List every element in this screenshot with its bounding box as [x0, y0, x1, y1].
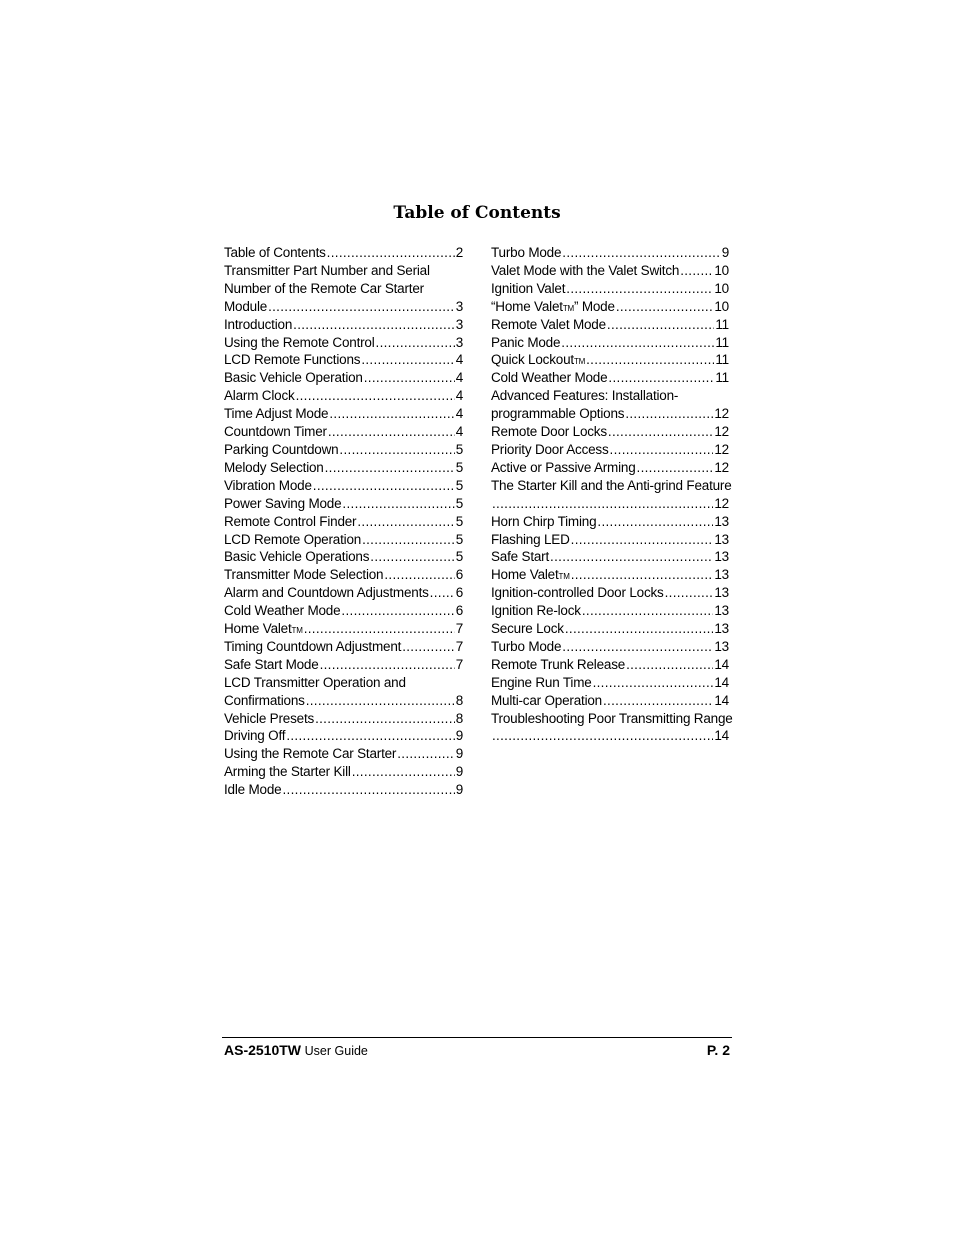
dot-leader — [608, 369, 714, 387]
toc-entry-line: Quick Lockout TM ..... 11 — [491, 351, 729, 369]
toc-entry-line — [491, 280, 729, 298]
toc-entry-text: Alarm Clock — [224, 388, 295, 404]
toc-entry-text: Secure Lock — [491, 621, 564, 637]
toc-entry-text: Flashing LED — [491, 531, 570, 547]
toc-entry-text: Transmitter Part Number and Serial — [224, 262, 430, 278]
toc-entry-text: Cold Weather Mode — [224, 603, 341, 619]
toc-entry[interactable] — [224, 459, 463, 477]
toc-entry[interactable] — [491, 602, 729, 620]
dot-leader — [352, 763, 455, 781]
toc-entry-line — [224, 727, 463, 745]
dot-leader — [320, 656, 455, 674]
toc-entry-line — [491, 584, 729, 602]
dot-leader — [616, 298, 714, 316]
toc-entry-line: Home Valet TM ..... 7 — [224, 620, 463, 638]
toc-entry-line — [224, 513, 463, 531]
toc-entry-text: LCD Transmitter Operation and — [224, 674, 406, 690]
toc-left-column — [224, 244, 463, 799]
dot-leader — [384, 566, 454, 584]
toc-entry-text: Cold Weather Mode — [491, 370, 608, 386]
toc-entry[interactable] — [224, 531, 463, 549]
toc-page-number: 11 — [715, 316, 729, 332]
toc-page-number: 10 — [714, 298, 729, 314]
toc-entry[interactable] — [491, 548, 729, 566]
toc-entry-suffix: ” Mode — [573, 298, 615, 314]
toc-page-number: 11 — [715, 352, 729, 368]
toc-entry-line — [224, 459, 463, 477]
toc-entry[interactable] — [491, 656, 729, 674]
toc-page-number: 12 — [714, 406, 729, 422]
toc-page-number: 5 — [455, 549, 463, 565]
dot-leader — [607, 316, 714, 334]
toc-entry-text: Basic Vehicle Operations — [224, 549, 370, 565]
toc-page-number: 13 — [714, 603, 729, 619]
footer-guide: User Guide — [304, 1044, 368, 1058]
toc-entry-line — [491, 495, 729, 513]
toc-entry-line — [491, 244, 729, 262]
toc-entry[interactable] — [491, 566, 729, 584]
toc-entry-line — [224, 405, 463, 423]
toc-entry-line — [491, 710, 733, 728]
dot-leader — [361, 351, 454, 369]
toc-entry-text: programmable Options — [491, 406, 625, 422]
toc-entry-text: Alarm and Countdown Adjustments — [224, 585, 429, 601]
toc-entry-text: Troubleshooting Poor Transmitting Range — [491, 710, 733, 726]
toc-entry-line — [224, 566, 463, 584]
toc-page-number: 9 — [455, 782, 463, 798]
toc-entry[interactable] — [224, 620, 463, 638]
toc-entry-line — [491, 369, 729, 387]
dot-leader — [550, 548, 713, 566]
dot-leader — [293, 316, 455, 334]
toc-entry-text: Idle Mode — [224, 782, 282, 798]
dot-leader — [586, 351, 714, 369]
toc-entry-line: Home Valet TM ..... 13 — [491, 566, 729, 584]
footer-model: AS-2510TW — [224, 1042, 302, 1058]
toc-entry-line — [224, 495, 463, 513]
toc-entry[interactable] — [491, 369, 729, 387]
dot-leader — [327, 244, 455, 262]
toc-entry-line — [491, 531, 729, 549]
toc-entry[interactable] — [491, 441, 729, 459]
dot-leader — [603, 692, 713, 710]
toc-entry-line — [224, 745, 463, 763]
toc-entry-text: Multi-car Operation — [491, 692, 602, 708]
dot-leader — [492, 727, 713, 745]
dot-leader — [325, 459, 455, 477]
toc-entry[interactable] — [491, 531, 729, 549]
toc-entry-line — [491, 477, 732, 495]
toc-page-number: 13 — [714, 531, 729, 547]
toc-entry-line — [491, 674, 729, 692]
toc-entry-line — [491, 620, 729, 638]
toc-entry-line — [491, 638, 729, 656]
toc-page-number: 6 — [455, 603, 463, 619]
toc-right-column — [491, 244, 733, 745]
toc-page-number: 6 — [455, 567, 463, 583]
toc-entry-text: Engine Run Time — [491, 674, 592, 690]
toc-page-number: 8 — [455, 692, 463, 708]
dot-leader — [597, 513, 713, 531]
toc-entry-text: Home Valet — [491, 567, 559, 583]
toc-page-number: 13 — [714, 621, 729, 637]
dot-leader — [608, 423, 713, 441]
dot-leader — [430, 584, 455, 602]
toc-entry-line — [224, 298, 463, 316]
toc-entry[interactable] — [491, 298, 729, 316]
toc-entry[interactable] — [224, 262, 463, 316]
dot-leader — [397, 745, 454, 763]
toc-entry-text: “Home Valet — [491, 298, 563, 314]
toc-entry[interactable] — [224, 477, 463, 495]
toc-entry-line: “Home Valet TM ” Mode ..... 10 — [491, 298, 729, 316]
toc-entry-text: Basic Vehicle Operation — [224, 370, 363, 386]
toc-page-number: 7 — [455, 656, 463, 672]
toc-entry[interactable] — [224, 638, 463, 656]
toc-entry-text: Vehicle Presets — [224, 710, 315, 726]
toc-entry-text: Introduction — [224, 316, 293, 332]
toc-page-number: 12 — [714, 424, 729, 440]
toc-entry[interactable] — [224, 244, 463, 262]
toc-entry-line — [491, 513, 729, 531]
toc-entry[interactable] — [491, 334, 729, 352]
toc-entry[interactable] — [491, 387, 729, 423]
toc-entry-line — [224, 531, 463, 549]
toc-page-number: 13 — [714, 549, 729, 565]
page-title: Table of Contents — [393, 203, 561, 223]
toc-entry-line — [491, 441, 729, 459]
toc-entry-text: Melody Selection — [224, 459, 324, 475]
toc-entry-text: Home Valet — [224, 621, 292, 637]
toc-entry-text: Turbo Mode — [491, 638, 562, 654]
toc-entry[interactable] — [491, 459, 729, 477]
toc-page-number: 7 — [455, 621, 463, 637]
toc-entry-text: Ignition Re-lock — [491, 603, 581, 619]
dot-leader — [364, 369, 455, 387]
toc-entry[interactable] — [491, 262, 729, 280]
toc-entry-text: Number of the Remote Car Starter — [224, 280, 424, 296]
dot-leader — [370, 548, 454, 566]
toc-entry-text: LCD Remote Operation — [224, 531, 362, 547]
toc-entry-line — [224, 280, 463, 298]
toc-page-number: 5 — [455, 513, 463, 529]
toc-entry-text: Driving Off — [224, 728, 286, 744]
toc-entry[interactable] — [224, 745, 463, 763]
toc-entry-text: Remote Trunk Release — [491, 656, 626, 672]
toc-page-number: 9 — [721, 245, 729, 260]
toc-page-number: 5 — [455, 495, 463, 511]
toc-entry-text: Confirmations — [224, 692, 305, 708]
page-footer — [224, 1042, 730, 1058]
toc-entry-line — [224, 548, 463, 566]
toc-entry-line — [491, 387, 729, 405]
toc-entry[interactable] — [224, 513, 463, 531]
toc-entry-text: Timing Countdown Adjustment — [224, 638, 402, 654]
toc-entry[interactable] — [491, 710, 733, 746]
toc-entry[interactable] — [491, 692, 729, 710]
dot-leader — [582, 602, 714, 620]
toc-entry[interactable] — [491, 674, 729, 692]
toc-page-number: 3 — [455, 298, 463, 314]
toc-page-number: 8 — [455, 710, 463, 726]
dot-leader — [342, 495, 454, 513]
toc-entry[interactable] — [224, 423, 463, 441]
toc-entry-text: Transmitter Mode Selection — [224, 567, 384, 583]
toc-entry-line — [491, 602, 729, 620]
toc-entry-text: Arming the Starter Kill — [224, 764, 351, 780]
toc-entry-line — [491, 405, 729, 423]
footer-divider — [222, 1037, 732, 1038]
dot-leader — [268, 298, 455, 316]
toc-entry-text: Horn Chirp Timing — [491, 513, 597, 529]
dot-leader — [626, 656, 713, 674]
toc-page-number: 2 — [455, 245, 463, 260]
toc-page-number: 14 — [714, 674, 729, 690]
toc-entry[interactable] — [491, 316, 729, 334]
toc-entry-text: Turbo Mode — [491, 245, 562, 260]
toc-entry-line — [224, 387, 463, 405]
dot-leader — [341, 602, 454, 620]
toc-entry-text: Using the Remote Car Starter — [224, 746, 397, 762]
toc-entry-text: Table of Contents — [224, 245, 326, 260]
toc-entry-text: Power Saving Mode — [224, 495, 342, 511]
dot-leader — [571, 531, 714, 549]
toc-entry-line — [224, 262, 463, 280]
toc-page-number: 10 — [714, 280, 729, 296]
dot-leader — [665, 584, 714, 602]
dot-leader — [286, 727, 454, 745]
toc-entry-text: Remote Valet Mode — [491, 316, 606, 332]
toc-entry-line — [224, 710, 463, 728]
toc-entry-text: Time Adjust Mode — [224, 406, 329, 422]
dot-leader — [561, 334, 714, 352]
toc-entry-line — [224, 351, 463, 369]
dot-leader — [328, 423, 455, 441]
dot-leader — [565, 620, 714, 638]
toc-entry-text: Active or Passive Arming — [491, 459, 636, 475]
toc-entry-text: Using the Remote Control — [224, 334, 375, 350]
toc-entry-text: Module — [224, 298, 268, 314]
toc-entry-line — [224, 763, 463, 781]
toc-entry[interactable] — [224, 584, 463, 602]
toc-page-number: 12 — [714, 495, 729, 511]
toc-entry[interactable] — [224, 495, 463, 513]
dot-leader — [562, 244, 720, 262]
toc-entry[interactable] — [491, 638, 729, 656]
toc-page-number: 5 — [455, 477, 463, 493]
toc-entry[interactable] — [224, 548, 463, 566]
toc-entry-line — [491, 656, 729, 674]
toc-page-number: 12 — [714, 441, 729, 457]
dot-leader — [566, 280, 713, 298]
dot-leader — [637, 459, 714, 477]
toc-page-number: 5 — [455, 459, 463, 475]
toc-page-number: 11 — [715, 370, 729, 386]
toc-entry-text: Quick Lockout — [491, 352, 574, 368]
toc-entry[interactable] — [491, 423, 729, 441]
toc-entry[interactable] — [491, 584, 729, 602]
toc-page-number: 4 — [455, 352, 463, 368]
toc-entry-line — [491, 316, 729, 334]
toc-page-number: 5 — [455, 441, 463, 457]
toc-entry-line — [224, 369, 463, 387]
toc-entry-line — [224, 656, 463, 674]
toc-page-number: 9 — [455, 728, 463, 744]
dot-leader — [357, 513, 454, 531]
toc-entry[interactable] — [224, 441, 463, 459]
dot-leader — [283, 781, 455, 799]
dot-leader — [610, 441, 714, 459]
dot-leader — [571, 566, 714, 584]
toc-page-number: 6 — [455, 585, 463, 601]
dot-leader — [562, 638, 713, 656]
toc-page-number: 9 — [455, 746, 463, 762]
toc-entry-line — [224, 244, 463, 262]
toc-entry[interactable] — [224, 405, 463, 423]
dot-leader — [402, 638, 454, 656]
toc-entry-text: Parking Countdown — [224, 441, 339, 457]
toc-entry[interactable] — [224, 710, 463, 728]
toc-page-number: 13 — [714, 567, 729, 583]
toc-entry-text: LCD Remote Functions — [224, 352, 361, 368]
toc-page-number: 7 — [455, 638, 463, 654]
toc-entry[interactable] — [491, 620, 729, 638]
dot-leader — [313, 477, 455, 495]
toc-entry[interactable] — [224, 674, 463, 710]
toc-entry-line — [491, 423, 729, 441]
toc-entry-line — [224, 334, 463, 352]
toc-entry[interactable] — [224, 656, 463, 674]
toc-entry-line — [491, 334, 729, 352]
toc-entry-text: Remote Control Finder — [224, 513, 357, 529]
toc-page-number: 12 — [714, 459, 729, 475]
toc-page-number: 13 — [714, 638, 729, 654]
toc-entry-text: Valet Mode with the Valet Switch — [491, 262, 680, 278]
toc-page-number: 4 — [455, 406, 463, 422]
toc-entry-line — [224, 781, 463, 799]
toc-entry-line — [491, 548, 729, 566]
toc-entry-line — [491, 727, 729, 745]
toc-page-number: 4 — [455, 424, 463, 440]
toc-page-number: 14 — [714, 692, 729, 708]
toc-entry[interactable] — [224, 351, 463, 369]
toc-entry-text: Ignition-controlled Door Locks — [491, 585, 664, 601]
toc-entry[interactable] — [491, 280, 729, 298]
toc-entry-line — [224, 674, 463, 692]
toc-page-number: 4 — [455, 370, 463, 386]
dot-leader — [680, 262, 713, 280]
toc-entry-text: Priority Door Access — [491, 441, 609, 457]
dot-leader — [306, 692, 455, 710]
toc-entry-line — [491, 692, 729, 710]
toc-entry[interactable] — [491, 351, 729, 369]
toc-entry-text: Ignition Valet — [491, 280, 566, 296]
toc-entry[interactable] — [224, 781, 463, 799]
toc-entry[interactable] — [224, 763, 463, 781]
toc-entry[interactable] — [491, 513, 729, 531]
toc-entry-line — [491, 262, 729, 280]
toc-page-number: 14 — [714, 656, 729, 672]
toc-entry-text: Remote Door Locks — [491, 424, 607, 440]
toc-entry-line — [224, 477, 463, 495]
toc-entry-line — [224, 692, 463, 710]
toc-entry-text: Advanced Features: Installation- — [491, 388, 679, 404]
toc-entry-text: Safe Start Mode — [224, 656, 319, 672]
toc-entry[interactable] — [224, 602, 463, 620]
toc-entry[interactable] — [224, 334, 463, 352]
toc-entry[interactable] — [224, 566, 463, 584]
footer-page-number: P. 2 — [706, 1042, 730, 1058]
toc-entry-text: Panic Mode — [491, 334, 561, 350]
toc-page-number: 4 — [455, 388, 463, 404]
toc-page-number: 14 — [714, 728, 729, 744]
toc-entry[interactable] — [491, 244, 729, 262]
dot-leader — [593, 674, 714, 692]
dot-leader — [296, 387, 455, 405]
dot-leader — [625, 405, 713, 423]
toc-entry[interactable] — [491, 477, 732, 513]
dot-leader — [304, 620, 455, 638]
toc-entry[interactable] — [224, 387, 463, 405]
toc-entry-line — [491, 459, 729, 477]
toc-page-number: 9 — [455, 764, 463, 780]
toc-page-number: 3 — [455, 334, 463, 350]
dot-leader — [339, 441, 454, 459]
dot-leader — [492, 495, 713, 513]
dot-leader — [329, 405, 454, 423]
toc-page-number: 13 — [714, 585, 729, 601]
toc-entry-line — [224, 584, 463, 602]
dot-leader — [362, 531, 455, 549]
toc-page-number: 10 — [714, 262, 729, 278]
toc-entry-text: Safe Start — [491, 549, 550, 565]
toc-page-number: 11 — [715, 334, 729, 350]
footer-doc-label — [224, 1042, 368, 1058]
toc-entry-line — [224, 441, 463, 459]
toc-page-number: 3 — [455, 316, 463, 332]
toc-entry-line — [224, 316, 463, 334]
toc-entry-line — [224, 638, 463, 656]
dot-leader — [376, 334, 455, 352]
toc-entry-text: Countdown Timer — [224, 424, 327, 440]
toc-entry[interactable] — [224, 369, 463, 387]
toc-entry[interactable] — [224, 727, 463, 745]
toc-entry-text: The Starter Kill and the Anti-grind Feature — [491, 477, 732, 493]
toc-page-number: 5 — [455, 531, 463, 547]
toc-entry-text: Vibration Mode — [224, 477, 312, 493]
dot-leader — [315, 710, 455, 728]
toc-entry-line — [224, 423, 463, 441]
toc-entry-line — [224, 602, 463, 620]
toc-entry[interactable] — [224, 316, 463, 334]
toc-page-number: 13 — [714, 513, 729, 529]
